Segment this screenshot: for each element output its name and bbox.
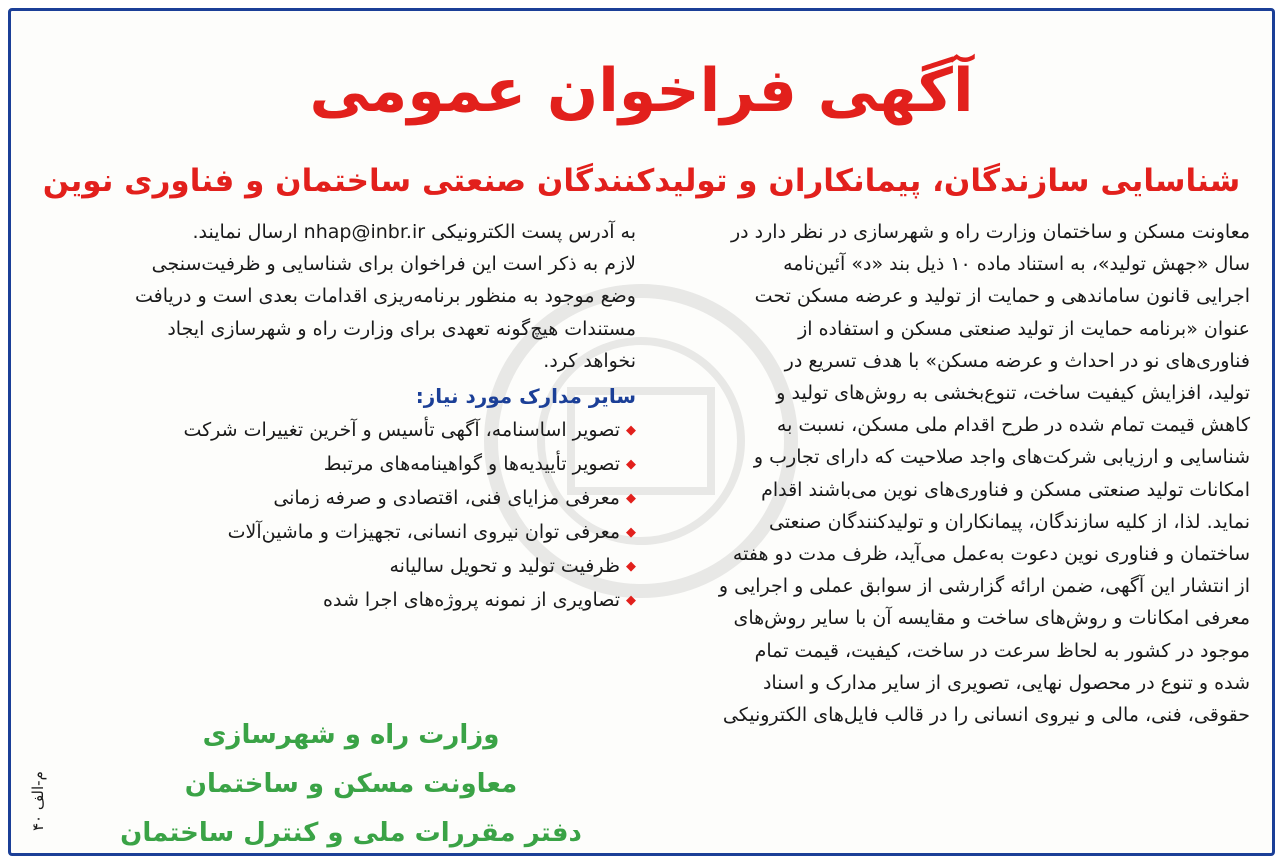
list-item <box>46 583 636 617</box>
body-line: عنوان «برنامه حمایت از تولید صنعتی مسکن و استفاده از <box>798 317 1250 340</box>
signature-block <box>101 711 601 856</box>
list-item-text: تصویر تأییدیه‌ها و گواهینامه‌های مرتبط <box>323 453 620 476</box>
body-line: از انتشار این آگهی، ضمن ارائه گزارشی از سوابق عملی و اجرایی و <box>718 575 1250 598</box>
list-item <box>46 447 636 481</box>
body-line: معاونت مسکن و ساختمان وزارت راه و شهرسازی در نظر دارد در <box>730 221 1250 243</box>
list-item <box>46 515 636 549</box>
body-line: امکانات تولید صنعتی مسکن و فناوری‌های نوین می‌باشند اقدام <box>761 478 1250 501</box>
notice-frame <box>8 8 1275 856</box>
notice-title: آگهی فراخوان عمومی <box>309 56 974 126</box>
diamond-bullet-icon: ◆ <box>626 524 636 540</box>
list-item-text: تصاویری از نمونه پروژه‌های اجرا شده <box>323 589 620 612</box>
body-line: فناوری‌های نو در احداث و عرضه مسکن» با هدف تسریع در <box>784 349 1250 372</box>
list-item-text: ظرفیت تولید و تحویل سالیانه <box>389 555 620 578</box>
body-line: لازم به ذکر است این فراخوان برای شناسایی و ظرفیت‌سنجی <box>151 253 636 276</box>
list-item-text: تصویر اساسنامه، آگهی تأسیس و آخرین تغییرات شرکت <box>183 419 620 442</box>
signature-line: معاونت مسکن و ساختمان <box>184 769 518 799</box>
body-line: شناسایی و ارزیابی شرکت‌های واجد صلاحیت که دارای تجارب و <box>753 446 1250 469</box>
body-line: تولید، افزایش کیفیت ساخت، تنوع‌بخشی به روش‌های تولید و <box>776 382 1250 405</box>
diamond-bullet-icon: ◆ <box>626 558 636 574</box>
list-item <box>46 481 636 515</box>
required-docs-heading: سایر مدارک مورد نیاز: <box>415 384 636 409</box>
body-column-left <box>46 216 636 617</box>
body-line: مستندات هیچ‌گونه تعهدی برای وزارت راه و شهرسازی ایجاد <box>167 317 636 340</box>
list-item-text: معرفی توان نیروی انسانی، تجهیزات و ماشین‌آلات <box>227 521 620 544</box>
required-docs-list <box>46 413 636 617</box>
body-line: کاهش قیمت تمام شده در طرح اقدام ملی مسکن، نسبت به <box>776 414 1250 437</box>
body-line: به آدرس پست الکترونیکی nhap@inbr.ir ارسال نمایند. <box>192 221 636 243</box>
body-line: سال «جهش تولید»، به استناد ماده ۱۰ ذیل بند «د» آئین‌نامه <box>783 253 1250 276</box>
body-line: شده و تنوع در محصول نهایی، تصویری از سایر مدارک و اسناد <box>762 671 1250 694</box>
notice-subtitle: شناسایی سازندگان، پیمانکاران و تولیدکنندگان صنعتی ساختمان و فناوری نوین <box>42 163 1241 199</box>
body-line: حقوقی، فنی، مالی و نیروی انسانی را در قالب فایل‌های الکترونیکی <box>722 704 1250 727</box>
body-line: وضع موجود به منظور برنامه‌ریزی اقدامات بعدی است و دریافت <box>134 285 636 308</box>
body-line: نخواهد کرد. <box>543 349 636 372</box>
list-item-text: معرفی مزایای فنی، اقتصادی و صرفه زمانی <box>273 487 620 510</box>
body-line: معرفی امکانات و روش‌های ساخت و مقایسه آن با سایر روش‌های <box>733 607 1250 630</box>
diamond-bullet-icon: ◆ <box>626 456 636 472</box>
reference-code: م-الف ۴۰ <box>29 771 47 831</box>
body-line: نماید. لذا، از کلیه سازندگان، پیمانکاران و تولیدکنندگان صنعتی <box>768 510 1250 533</box>
body-line: اجرایی قانون ساماندهی و حمایت از تولید و عرضه مسکن تحت <box>754 285 1250 308</box>
signature-line: وزارت راه و شهرسازی <box>202 720 500 750</box>
body-line: ساختمان و فناوری نوین دعوت به‌عمل می‌آید، ظرف مدت دو هفته <box>732 543 1250 566</box>
list-item <box>46 549 636 583</box>
diamond-bullet-icon: ◆ <box>626 490 636 506</box>
diamond-bullet-icon: ◆ <box>626 592 636 608</box>
body-line: موجود در کشور به لحاظ سرعت در ساخت، کیفیت، قیمت تمام <box>754 639 1250 662</box>
signature-line: دفتر مقررات ملی و کنترل ساختمان <box>120 818 582 848</box>
body-column-right <box>655 216 1250 731</box>
list-item <box>46 413 636 447</box>
diamond-bullet-icon: ◆ <box>626 422 636 438</box>
